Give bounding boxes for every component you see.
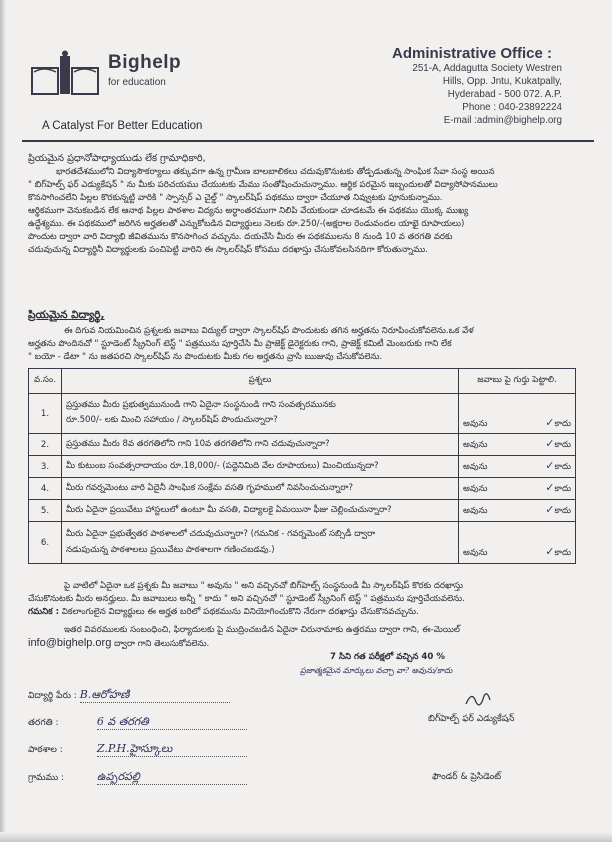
- address-line: Phone : 040-23892224: [462, 102, 562, 113]
- table-header-row: [29, 369, 576, 394]
- paragraph-line: ఉద్దేశ్యము. ఈ పథకములో జరిగిన అర్హతలతో ఎన్నుకోబడిన విద్యార్థులు నెలకు రూ.250/-(అక్షరాల రెండువందల యాభై రూపాయలు): [28, 219, 465, 229]
- question-cell: [62, 394, 459, 434]
- answer-cell[interactable]: [459, 394, 576, 434]
- answer-yes[interactable]: అవును: [463, 506, 488, 516]
- note-label: గమనిక :: [28, 607, 60, 617]
- answer-yes[interactable]: అవును: [463, 484, 488, 494]
- paragraph-line: చేసుకొనుటకు మీరు అనర్హులు. మీ జవాబులు అన్నీ " కాదు " అని వచ్చినచో " స్టూడెంట్ స్క్రీనింగ్ టెస్ట్ " పత్రమును పూర్తిచేయవలెను.: [28, 594, 465, 604]
- school-label: పాఠశాల :: [28, 745, 63, 755]
- question-cell: [62, 522, 459, 564]
- question-line: ప్రస్తుతము మీరు ప్రభుత్వమునుండి గాని ఏదైనా సంస్థనుండి గాని సంవత్సరమునకు: [66, 400, 336, 410]
- checkmark-icon: ✓: [545, 437, 555, 450]
- question-cell: మీరు ఏదైనా ప్రయివేటు హాస్టలులో ఉంటూ మీ వసతి, విద్యాలకై ఏమయినా ఫీజు చెల్లించుచున్నారా?: [62, 500, 459, 522]
- paragraph-line: పొందుట ద్వారా వారి విద్యాభి జీవితమును కొనసాగించ వచ్చును. దయచేసి మీరు ఈ పథకములను 8 నుండి 10 వ తరగతి వరకు: [28, 232, 453, 242]
- answer-no[interactable]: కాదు: [554, 484, 571, 494]
- intro-paragraph: [28, 166, 588, 257]
- question-cell: మీరు గవర్నమెంటు వారి ఏదైనీ సాంఘిక సంక్షేమ వసతి గృహములో నివసించుచున్నారా?: [62, 478, 459, 500]
- signature-org: బిగ్‌హెల్ప్ ఫర్ ఎడ్యుకేషన్: [428, 714, 515, 724]
- scan-left-edge: [0, 0, 6, 842]
- answer-cell[interactable]: [459, 456, 576, 478]
- address-line: Hills, Opp. Jntu, Kukatpally,: [442, 76, 562, 87]
- question-cell: ప్రస్తుతము మీరు 8వ తరగతిలోని గాని 10వ తరగతిలోని గాని చదువుచున్నారా?: [62, 434, 459, 456]
- answer-no[interactable]: కాదు: [554, 462, 571, 472]
- paragraph-line: ఆర్థికముగా వెనుకబడిన లేక ఆనాథ పిల్లల పాఠశాల విద్యను అర్ధాంతరముగా నిలిపి వేయకుండా చూడటమే ఈ పథకము యొక్క ముఖ్య: [28, 206, 469, 216]
- answer-no[interactable]: కాదు: [554, 506, 571, 516]
- paragraph-line: భారతదేశములోని విద్యాసౌకర్యాలు తక్కువగా ఉన్న గ్రామీణ బాలబాలికలు చదువుకొనుటకు తోడ్పడుతున్న సాంఘిక సేవా సంస్థ అయిన: [56, 167, 495, 177]
- marks-note: 7 సిని గత పరీక్షలో వచ్చిన 40 %: [330, 652, 445, 662]
- paragraph-line: కొనసాగించలేని పిల్లల కొరకున్నట్టి వారికి " స్పాన్సర్ ఎ చైల్డ్ " స్కాలర్‌షిప్ పథకము ద్వారా చేయూత నివ్వుటకు పూనుకున్నాము.: [28, 193, 443, 203]
- answer-no[interactable]: కాదు: [554, 440, 571, 450]
- table-row: [29, 500, 576, 522]
- answer-cell[interactable]: [459, 522, 576, 564]
- answer-cell[interactable]: [459, 478, 576, 500]
- column-header-question: ప్రశ్నలు: [62, 369, 459, 394]
- class-label: తరగతి :: [28, 718, 59, 728]
- answer-yes[interactable]: అవును: [463, 440, 488, 450]
- village-row: [28, 770, 247, 785]
- school-row: [28, 742, 247, 757]
- eligibility-paragraph: [28, 580, 588, 619]
- salutation-headmaster: ప్రియమైన ప్రధానోపాధ్యాయుడు లేక గ్రామాధికారి,: [28, 153, 206, 164]
- row-number: 3.: [29, 456, 62, 478]
- paragraph-line-end: ద్వారా గాని తెలుసుకోవలెను.: [114, 639, 210, 649]
- email-line: E-mail :admin@bighelp.org: [443, 115, 562, 126]
- address-line: Hyderabad - 500 072. A.P.: [447, 89, 562, 100]
- note-text: వికలాంగులైన విద్యార్థులు ఈ అర్హత బరిలో పథకమును వినియోగించుకొని నేరుగా దరఖాస్తు చేసుకొనవచ్చును.: [61, 607, 419, 617]
- checkmark-icon: ✓: [545, 459, 555, 472]
- class-field[interactable]: 6 వ తరగతి: [97, 715, 247, 730]
- note-line: [28, 606, 588, 619]
- eligibility-table: [28, 368, 576, 564]
- column-header-number: వ.సం.: [29, 369, 62, 394]
- village-field[interactable]: ఉప్పరపల్లి: [97, 770, 247, 785]
- marks-question: ప్రజాత్మకమైన మార్కులు వచ్చా వా? అవును/కాదు: [300, 666, 453, 675]
- answer-cell[interactable]: [459, 500, 576, 522]
- table-row: [29, 522, 576, 564]
- table-row: [29, 478, 576, 500]
- student-name-row: [28, 688, 230, 703]
- table-row: [29, 394, 576, 434]
- contact-paragraph: [28, 624, 588, 651]
- paragraph-line: పై వాటిలో ఏదైనా ఒక ప్రశ్నకు మీ జవాబు " అవును " అని వచ్చినచో బిగ్‌హెల్ప్ సంస్థనుండి మీ స్కాలర్‌షిప్ కొరకు దరఖాస్తు: [64, 581, 464, 591]
- answer-no[interactable]: కాదు: [554, 547, 571, 558]
- student-name-field[interactable]: B.ఆరోహణి: [80, 688, 230, 703]
- address-line: 251-A, Addagutta Society Westren: [412, 63, 562, 74]
- checkmark-icon: ✓: [545, 481, 555, 494]
- contact-email-link[interactable]: info@bighelp.org: [28, 637, 112, 649]
- row-number: 6.: [29, 522, 62, 564]
- paragraph-line: [28, 637, 588, 651]
- question-line: మీరు ఏదైనా ప్రభుత్వేతర పాఠశాలలో చదువుచున్నారా? (గమనిక - గవర్నమెంట్ సబ్సిడీ ద్వారా: [66, 528, 376, 539]
- signature-mark-icon: [462, 690, 502, 708]
- row-number: 5.: [29, 500, 62, 522]
- class-row: [28, 715, 247, 730]
- checkmark-icon: ✓: [545, 415, 555, 429]
- checkmark-icon: ✓: [545, 503, 555, 516]
- column-header-answer: జవాబు పై గుర్తు పెట్టాలి.: [459, 369, 576, 394]
- paragraph-line: ఇతర వివరములకు సంబంధించి, ఫిర్యాదులకు పై ముద్రించబడిన ఏదైనా చిరునామాకు ఉత్తరము ద్వారా గాని, ఈ-మెయిల్: [64, 625, 460, 635]
- question-cell: మీ కుటుంబ సంవత్సరాదాయం రూ.18,000/- (పద్దెనిమిది వేల రూపాయలు) మించియున్నదా?: [62, 456, 459, 478]
- row-number: 1.: [29, 394, 62, 434]
- scan-bottom-edge: [0, 832, 612, 842]
- table-row: [29, 456, 576, 478]
- answer-yes[interactable]: అవును: [463, 462, 488, 472]
- question-line: నడుపుచున్న పాఠశాలలు ప్రయివేటు పాఠశాలగా గణించబడవు.): [66, 544, 275, 555]
- paragraph-line: అర్హతను పొందినచో " స్టూడెంట్ స్క్రీనింగ్ టెస్ట్ " పత్రమును పూర్తిచేసి మీ ప్రాజెక్ట్ డైరెక్టరుకు గాని, ప్రాజెక్ట్ కమిటీ మెంబరుకు గాని లేక: [28, 339, 452, 349]
- answer-yes[interactable]: అవును: [463, 547, 488, 558]
- question-line: రూ.500/- లకు మించి సహాయం / స్కాలర్‌షిప్ పొందుచున్నారా?: [66, 415, 278, 425]
- table-row: [29, 434, 576, 456]
- signature-title: ఫౌండర్ & ప్రెసిడెంట్: [432, 772, 502, 782]
- brand-subtitle: for education: [108, 77, 166, 88]
- office-title: Administrative Office :: [392, 45, 553, 62]
- tagline: A Catalyst For Better Education: [42, 120, 203, 132]
- answer-no[interactable]: కాదు: [554, 418, 571, 429]
- header-divider: [22, 140, 594, 142]
- student-name-label: విద్యార్థి పేరు :: [28, 691, 77, 701]
- paragraph-line: " బయో - డేటా " ను జతపరచి స్కాలర్‌షిప్ ను పొందుటకు మీకు గల అర్హతను వ్రాసి ఋజువు చేసుకోవలెను.: [28, 352, 383, 362]
- paragraph-line: చదువుచున్న విద్యార్థినీ విద్యార్థులకు పంచిపెట్టి వారిని ఈ స్కాలర్‌షిప్ కోసము దరఖాస్తు చేసుకోవలసినదిగా కోరుతున్నాము.: [28, 245, 428, 255]
- answer-cell[interactable]: [459, 434, 576, 456]
- answer-yes[interactable]: అవును: [463, 418, 488, 429]
- student-paragraph: [28, 325, 588, 364]
- brand-name: Bighelp: [108, 52, 182, 73]
- paragraph-line: " బిగ్‌హెల్ప్ ఫర్ ఎడ్యుకేషన్ " ను మీకు పరిచయము చేయుటకు మేము సంతోషించుచున్నాము. ఆర్థిక పరమైన ఇబ్బందులతో విద్యాసోపానములు: [28, 180, 498, 190]
- checkmark-icon: ✓: [545, 544, 555, 558]
- village-label: గ్రామము :: [28, 773, 65, 783]
- school-field[interactable]: Z.P.H.హైస్కూలు: [97, 742, 247, 757]
- row-number: 4.: [29, 478, 62, 500]
- row-number: 2.: [29, 434, 62, 456]
- bighelp-logo-icon: [30, 50, 100, 96]
- salutation-student: ప్రియమైన విద్యార్థి,: [28, 309, 105, 321]
- paragraph-line: ఈ దిగువ నియమించిన ప్రశ్నలకు జవాబు విద్యుల్ ద్వారా స్కాలర్‌షిప్ పొందుటకు తగిన అర్హతను నిరూపించుకోవలెను.ఒక వేళ: [64, 326, 474, 336]
